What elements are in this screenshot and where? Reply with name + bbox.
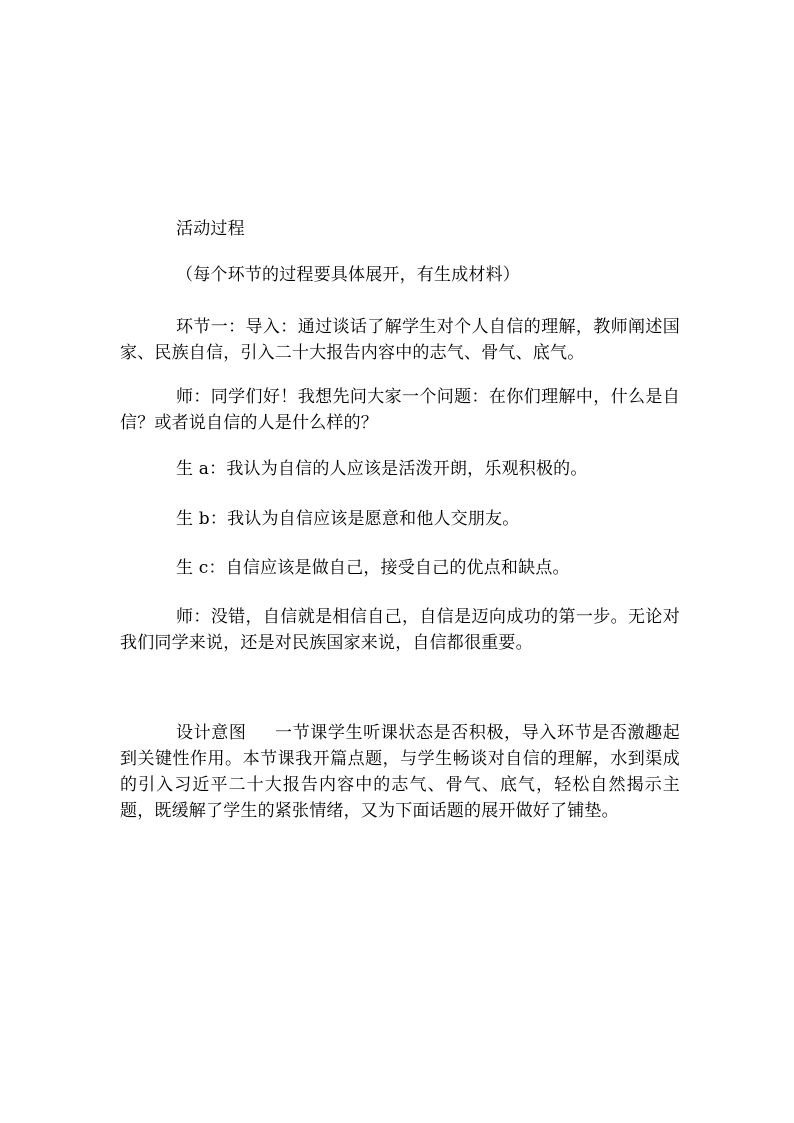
teacher-question-paragraph: 师：同学们好！我想先问大家一个问题：在你们理解中，什么是自信？或者说自信的人是什么样的？ xyxy=(120,387,680,433)
section-note: （每个环节的过程要具体展开，有生成材料） xyxy=(176,265,520,285)
design-intent-paragraph xyxy=(120,720,680,824)
student-b-answer: 生 b：我认为自信应该是愿意和他人交朋友。 xyxy=(176,509,520,529)
section-heading: 活动过程 xyxy=(176,219,245,239)
student-c-answer: 生 c：自信应该是做自己，接受自己的优点和缺点。 xyxy=(176,558,570,578)
design-intent-text: 一节课学生听课状态是否积极，导入环节是否激趣起到关键性作用。本节课我开篇点题，与学生畅谈对自信的理解，水到渠成的引入习近平二十大报告内容中的志气、骨气、底气，轻松自然揭示主题，既缓解了学生的紧张情绪，又为下面话题的展开做好了铺垫。 xyxy=(120,723,680,821)
design-intent-label: 设计意图 xyxy=(176,723,247,743)
student-a-answer: 生 a：我认为自信的人应该是活泼开朗，乐观积极的。 xyxy=(176,459,588,479)
teacher-reply-paragraph: 师：没错，自信就是相信自己，自信是迈向成功的第一步。无论对我们同学来说，还是对民族国家来说，自信都很重要。 xyxy=(120,607,680,653)
step-one-paragraph: 环节一：导入：通过谈话了解学生对个人自信的理解，教师阐述国家、民族自信，引入二十大报告内容中的志气、骨气、底气。 xyxy=(120,317,680,363)
